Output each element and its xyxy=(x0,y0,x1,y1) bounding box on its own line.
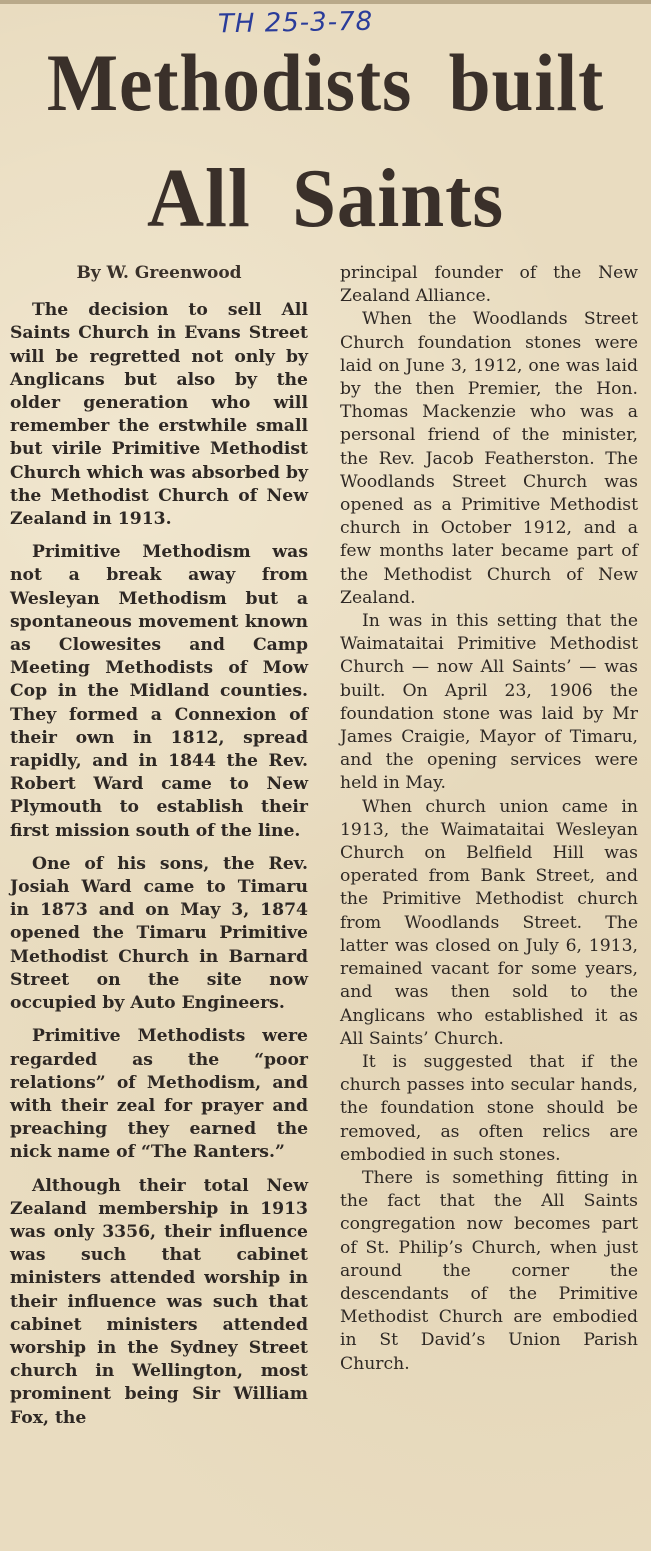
article-paragraph: There is something fitting in the fact that the All Saints congregation now becomes part of St. Philip’s Church, when just around the corner the descendants of the Primitive Methodist Church are embodied in St David’s Union Parish Church. xyxy=(340,1167,638,1374)
article-column-left xyxy=(10,262,308,1440)
article-column-right xyxy=(340,262,638,1376)
headline-line-2: All Saints xyxy=(147,152,504,245)
article-paragraph: Primitive Methodism was not a break away from Wesleyan Methodism but a spontaneous movement known as Clowesites and Camp Meeting Methodists of Mow Cop in the Midland counties. They formed a Connexion of their own in 1812, spread rapidly, and in 1844 the Rev. Robert Ward came to New Plymouth to establish their first mission south of the line. xyxy=(10,542,308,841)
article-paragraph: One of his sons, the Rev. Josiah Ward came to Timaru in 1873 and on May 3, 1874 opened the Timaru Primitive Methodist Church in Barnard Street on the site now occupied by Auto Engineers. xyxy=(10,853,308,1014)
article-paragraph-continued: principal founder of the New Zealand Alliance. xyxy=(340,263,638,307)
byline: By W. Greenwood xyxy=(76,263,242,283)
article-paragraph: When the Woodlands Street Church foundation stones were laid on June 3, 1912, one was laid by the then Premier, the Hon. Thomas Mackenzie who was a personal friend of the minister, the Rev. Jacob Featherston. The Woodlands Street Church was opened as a Primitive Methodist church in October 1912, and a few months later became part of the Methodist Church of New Zealand. xyxy=(340,309,638,608)
headline-line-1: Methodists built xyxy=(46,37,605,128)
article-paragraph: In was in this setting that the Waimataitai Primitive Methodist Church — now All Saints’ — was built. On April 23, 1906 the foundation stone was laid by Mr James Craigie, Mayor of Timaru, and the opening services were held in May. xyxy=(340,611,638,794)
article-paragraph: It is suggested that if the church passes into secular hands, the foundation stone should be removed, as often relics are embodied in such stones. xyxy=(340,1051,638,1165)
article-paragraph: When church union came in 1913, the Waimataitai Wesleyan Church on Belfield Hill was operated from Bank Street, and the Primitive Methodist church from Woodlands Street. The latter was closed on July 6, 1913, remained vacant for some years, and was then sold to the Anglicans who established it as All Saints’ Church. xyxy=(340,796,638,1049)
handwritten-date-note: TH 25-3-78 xyxy=(217,6,374,40)
clipping-top-edge xyxy=(0,0,651,4)
article-paragraph: The decision to sell All Saints Church in Evans Street will be regretted not only by Anglicans but also by the older generation who will remember the erstwhile small but virile Primitive Methodist Church which was absorbed by the Methodist Church of New Zealand in 1913. xyxy=(10,300,308,530)
article-paragraph: Primitive Methodists were regarded as the “poor relations” of Methodism, and with their zeal for prayer and preaching they earned the nick name of “The Ranters.” xyxy=(10,1026,308,1163)
article-paragraph: Although their total New Zealand membership in 1913 was only 3356, their influence was such that cabinet ministers attended worship in their influence was such that cabinet ministers attended worship in the Sydney Street church in Wellington, most prominent being Sir William Fox, the xyxy=(10,1175,308,1428)
